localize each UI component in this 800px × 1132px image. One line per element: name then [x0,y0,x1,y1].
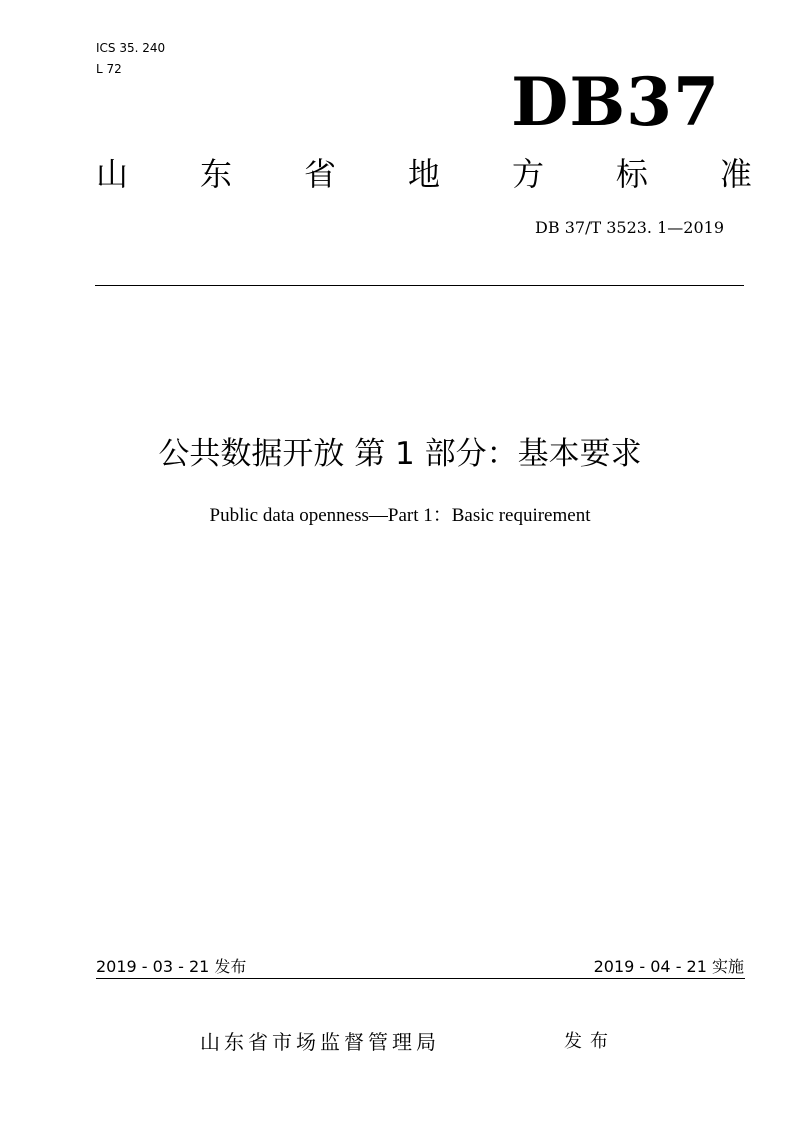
publish-date: 2019 - 03 - 21 发布 [96,957,247,976]
standard-logo: DB37 [511,63,720,141]
ics-code: ICS 35. 240 [96,41,166,55]
issue-label: 发布 [564,1031,616,1052]
header-divider [95,285,744,286]
category-char: 方 [511,155,544,193]
category-char: 地 [407,155,440,193]
standard-category [96,152,752,196]
category-char: 省 [303,155,336,193]
category-char: 山 [96,155,129,193]
classification-code: L 72 [96,62,122,76]
document-title-chinese: 公共数据开放 第 1 部分：基本要求 [158,436,642,472]
category-char: 东 [199,155,232,193]
standard-number: DB 37/T 3523. 1—2019 [535,218,724,237]
implementation-date: 2019 - 04 - 21 实施 [593,957,744,976]
issuing-authority: 山东省市场监督管理局 [200,1030,440,1054]
category-char: 准 [719,155,752,193]
footer-divider [96,978,745,979]
category-char: 标 [615,155,648,193]
document-title-english: Public data openness—Part 1：Basic requirement [209,505,591,526]
